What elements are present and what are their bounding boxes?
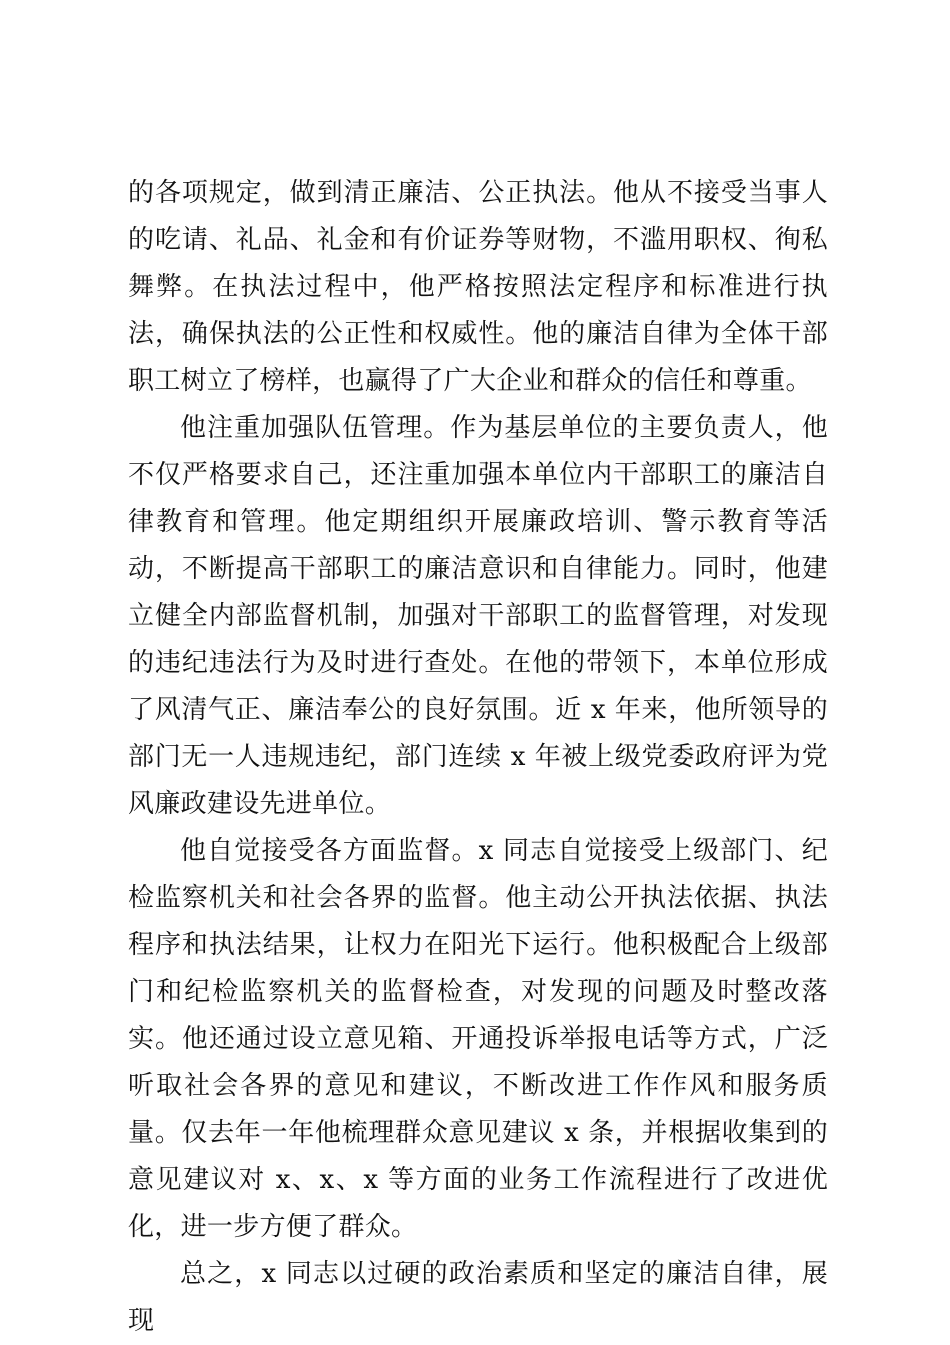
paragraph-summary: 总之，x 同志以过硬的政治素质和坚定的廉洁自律，展现 (128, 1259, 828, 1336)
paragraph-supervision: 他自觉接受各方面监督。x 同志自觉接受上级部门、纪检监察机关和社会各界的监督。他主动公开执法依据、执法程序和执法结果，让权力在阳光下运行。他积极配合上级部门和纪检监察机关的监督检查，对发现的问题及时整改落实。他还通过设立意见箱、开通投诉举报电话等方式，广泛听取社会各界的意见和建议，不断改进工作作风和服务质量。仅去年一年他梳理群众意见建议 x 条，并根据收集到的意见建议对 x、x、x 等方面的业务工作流程进行了改进优化，进一步方便了群众。 (128, 836, 828, 1242)
document-body (128, 170, 828, 1345)
paragraph-team-management: 他注重加强队伍管理。作为基层单位的主要负责人，他不仅严格要求自己，还注重加强本单位内干部职工的廉洁自律教育和管理。他定期组织开展廉政培训、警示教育等活动，不断提高干部职工的廉洁意识和自律能力。同时，他建立健全内部监督机制，加强对干部职工的监督管理，对发现的违纪违法行为及时进行查处。在他的带领下，本单位形成了风清气正、廉洁奉公的良好氛围。近 x 年来，他所领导的部门无一人违规违纪，部门连续 x 年被上级党委政府评为党风廉政建设先进单位。 (128, 413, 828, 819)
paragraph-continuation: 的各项规定，做到清正廉洁、公正执法。他从不接受当事人的吃请、礼品、礼金和有价证券等财物，不滥用职权、徇私舞弊。在执法过程中，他严格按照法定程序和标准进行执法，确保执法的公正性和权威性。他的廉洁自律为全体干部职工树立了榜样，也赢得了广大企业和群众的信任和尊重。 (128, 178, 828, 396)
